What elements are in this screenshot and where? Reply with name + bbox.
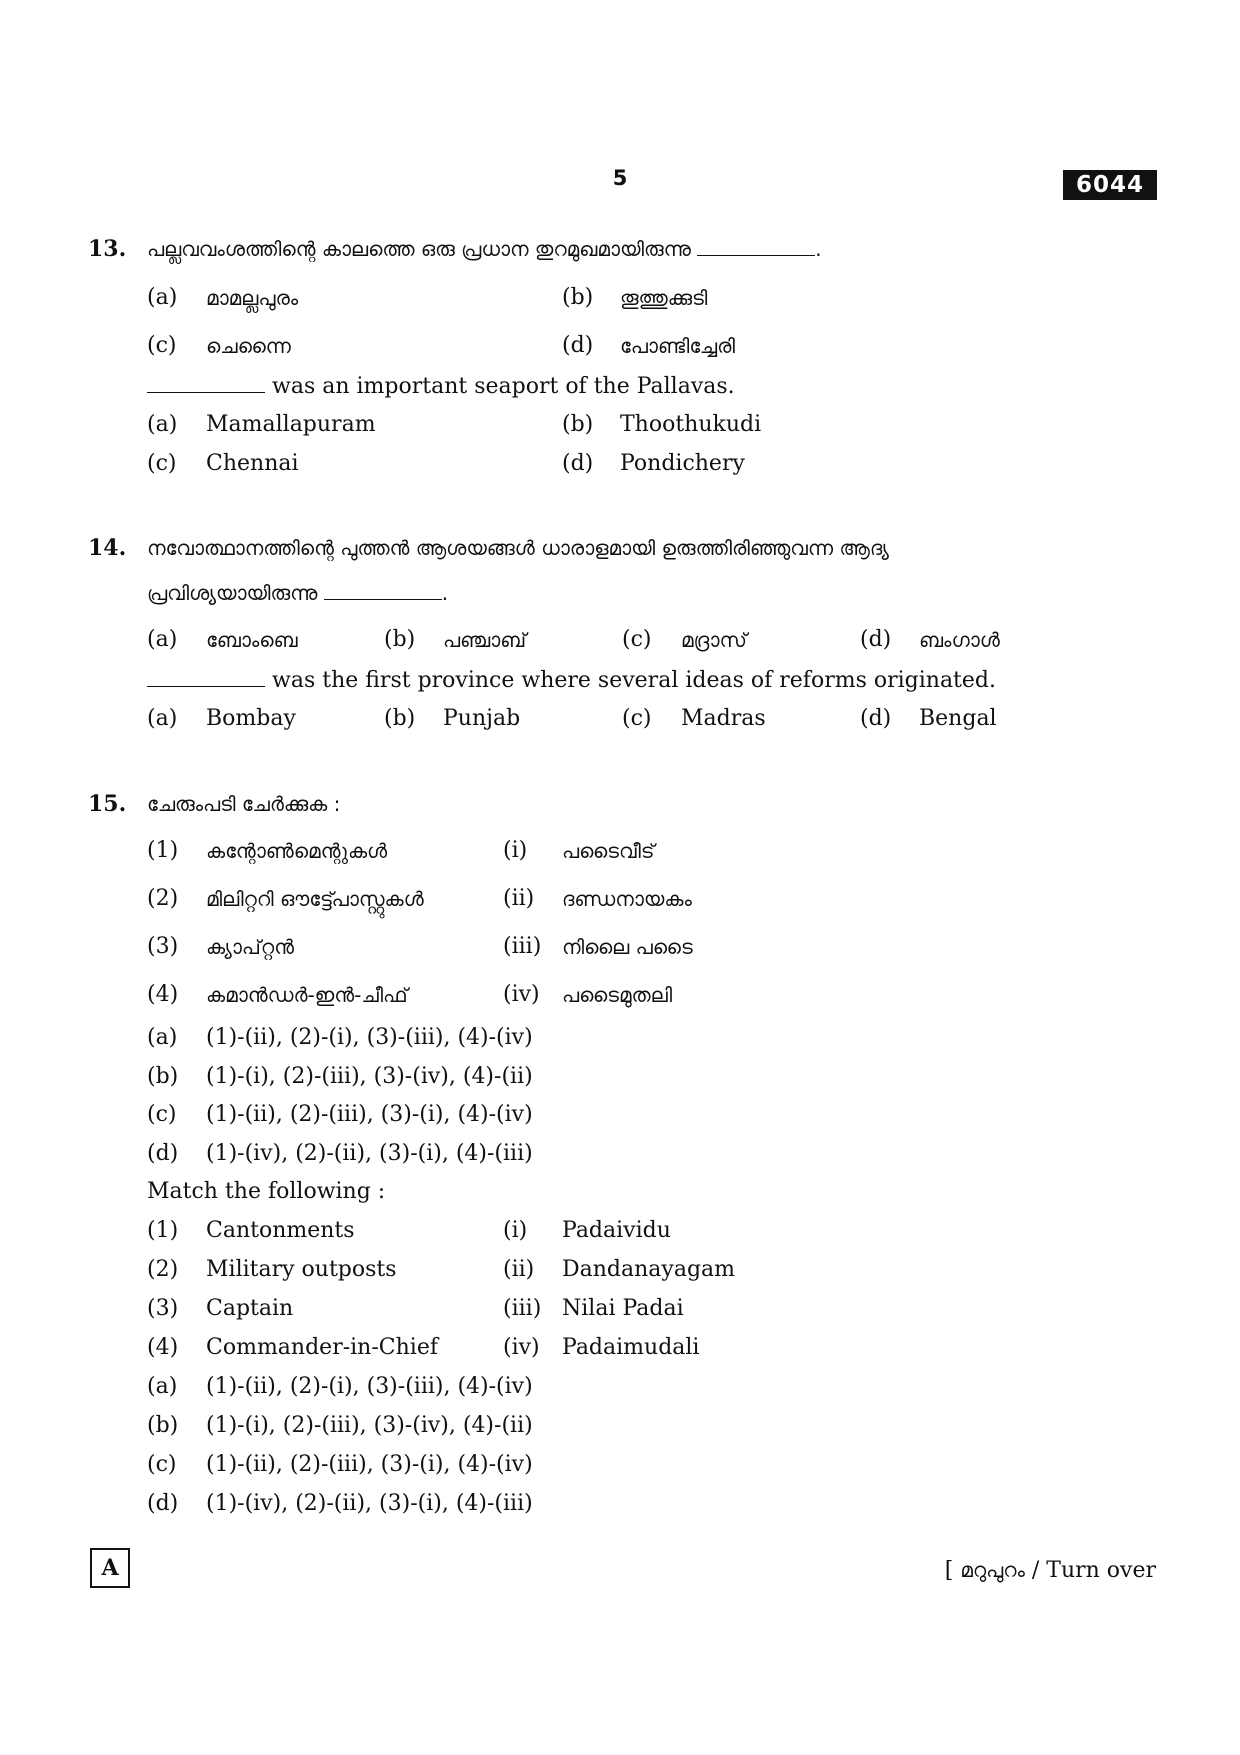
q15-mal-pair-4-left: കമാൻഡർ-ഇൻ-ചീഫ് xyxy=(206,983,408,1007)
paper-code-badge: 6044 xyxy=(1063,170,1157,200)
q14-eng-option-a-label: (a) xyxy=(147,706,178,731)
q14-mal-option-d: ബംഗാൾ xyxy=(919,628,1000,652)
q15-mal-answer-d: (1)-(iv), (2)-(ii), (3)-(i), (4)-(iii) xyxy=(206,1141,533,1166)
q15-eng-pair-1-roman: (i) xyxy=(503,1218,528,1243)
q13-mal-option-d-label: (d) xyxy=(562,333,594,358)
q14-mal-option-b: പഞ്ചാബ് xyxy=(443,628,527,652)
q15-eng-pair-3-left: Captain xyxy=(206,1296,294,1321)
q14-mal-option-a-label: (a) xyxy=(147,627,178,652)
question-15-eng-text: Match the following : xyxy=(147,1179,386,1204)
q14-mal-option-c: മദ്രാസ് xyxy=(681,628,747,652)
q15-mal-answer-c: (1)-(ii), (2)-(iii), (3)-(i), (4)-(iv) xyxy=(206,1102,533,1127)
q14-eng-option-d: Bengal xyxy=(919,706,997,731)
q14-eng-option-d-label: (d) xyxy=(860,706,892,731)
q15-eng-pair-4-roman: (iv) xyxy=(503,1335,540,1360)
q13-eng-option-c-label: (c) xyxy=(147,451,177,476)
q15-eng-pair-3-right: Nilai Padai xyxy=(562,1296,684,1321)
q15-eng-pair-2-right: Dandanayagam xyxy=(562,1257,736,1282)
version-letter-box: A xyxy=(90,1548,130,1588)
question-14-number: 14. xyxy=(88,535,127,561)
q14-eng-option-b-label: (b) xyxy=(384,706,416,731)
q14-eng-option-c: Madras xyxy=(681,706,766,731)
q15-mal-pair-1-roman: (i) xyxy=(503,838,528,863)
q13-eng-option-a-label: (a) xyxy=(147,412,178,437)
q15-mal-pair-1-right: പടൈവീട് xyxy=(562,839,655,863)
q14-mal-option-a: ബോംബെ xyxy=(206,628,298,652)
q15-mal-pair-4-roman: (iv) xyxy=(503,982,540,1007)
q15-mal-pair-4-right: പടൈമുതലി xyxy=(562,983,673,1007)
page-number: 5 xyxy=(612,166,628,190)
question-15-mal-text: ചേരുംപടി ചേർക്കുക : xyxy=(147,792,341,816)
q15-mal-answer-b-label: (b) xyxy=(147,1064,179,1089)
q15-mal-pair-2-right: ദണ്ഡനായകം xyxy=(562,887,692,911)
q14-mal-option-c-label: (c) xyxy=(622,627,652,652)
q15-mal-pair-4-num: (4) xyxy=(147,982,179,1007)
q15-mal-pair-1-left: കന്റോൺമെന്റുകൾ xyxy=(206,839,388,863)
q15-eng-pair-1-num: (1) xyxy=(147,1218,179,1243)
q15-mal-answer-d-label: (d) xyxy=(147,1141,179,1166)
q13-mal-option-c: ചെന്നൈ xyxy=(206,334,291,358)
q15-eng-pair-3-roman: (iii) xyxy=(503,1296,542,1321)
q15-mal-pair-3-num: (3) xyxy=(147,934,179,959)
q13-mal-option-b-label: (b) xyxy=(562,285,594,310)
q15-eng-pair-2-left: Military outposts xyxy=(206,1257,397,1282)
q13-mal-option-b: തൂത്തുക്കുടി xyxy=(620,286,708,310)
q15-mal-pair-3-left: ക്യാപ്റ്റൻ xyxy=(206,935,295,959)
turn-over-note: [ മറുപുറം / Turn over xyxy=(944,1558,1156,1583)
q15-mal-pair-2-roman: (ii) xyxy=(503,886,535,911)
q14-mal-option-d-label: (d) xyxy=(860,627,892,652)
q15-eng-pair-4-num: (4) xyxy=(147,1335,179,1360)
q13-mal-option-c-label: (c) xyxy=(147,333,177,358)
q13-eng-option-b: Thoothukudi xyxy=(620,412,762,437)
q15-mal-pair-1-num: (1) xyxy=(147,838,179,863)
question-15-number: 15. xyxy=(88,791,127,817)
question-13-number: 13. xyxy=(88,236,127,262)
q15-eng-answer-d: (1)-(iv), (2)-(ii), (3)-(i), (4)-(iii) xyxy=(206,1491,533,1516)
q14-eng-option-b: Punjab xyxy=(443,706,521,731)
q14-eng-option-a: Bombay xyxy=(206,706,296,731)
q15-mal-answer-b: (1)-(i), (2)-(iii), (3)-(iv), (4)-(ii) xyxy=(206,1064,533,1089)
q15-mal-answer-a-label: (a) xyxy=(147,1025,178,1050)
question-14-eng-text: was the first province where several ideas of reforms originated. xyxy=(147,666,996,696)
q15-mal-pair-3-roman: (iii) xyxy=(503,934,542,959)
q15-eng-pair-1-right: Padaividu xyxy=(562,1218,671,1243)
q15-mal-answer-a: (1)-(ii), (2)-(i), (3)-(iii), (4)-(iv) xyxy=(206,1025,533,1050)
question-13-eng-text: was an important seaport of the Pallavas. xyxy=(147,372,735,402)
q15-eng-answer-c-label: (c) xyxy=(147,1452,177,1477)
q13-eng-option-d-label: (d) xyxy=(562,451,594,476)
q15-mal-answer-c-label: (c) xyxy=(147,1102,177,1127)
q13-eng-option-d: Pondichery xyxy=(620,451,745,476)
q13-mal-option-a-label: (a) xyxy=(147,285,178,310)
q15-mal-pair-2-left: മിലിറ്ററി ഔട്ട്പോസ്റ്റുകൾ xyxy=(206,887,424,911)
q15-eng-answer-b-label: (b) xyxy=(147,1413,179,1438)
q14-mal-option-b-label: (b) xyxy=(384,627,416,652)
q15-eng-answer-a: (1)-(ii), (2)-(i), (3)-(iii), (4)-(iv) xyxy=(206,1374,533,1399)
q14-eng-option-c-label: (c) xyxy=(622,706,652,731)
q13-eng-option-c: Chennai xyxy=(206,451,299,476)
q15-eng-answer-c: (1)-(ii), (2)-(iii), (3)-(i), (4)-(iv) xyxy=(206,1452,533,1477)
q13-mal-option-a: മാമല്ലപുരം xyxy=(206,286,299,310)
q15-eng-answer-d-label: (d) xyxy=(147,1491,179,1516)
q15-eng-pair-1-left: Cantonments xyxy=(206,1218,355,1243)
q13-mal-option-d: പോണ്ടിച്ചേരി xyxy=(620,334,735,358)
q15-eng-pair-4-left: Commander-in-Chief xyxy=(206,1335,438,1360)
q15-eng-answer-a-label: (a) xyxy=(147,1374,178,1399)
q15-mal-pair-3-right: നിലൈ പടൈ xyxy=(562,935,693,959)
q13-eng-option-b-label: (b) xyxy=(562,412,594,437)
question-14-mal-text-line2: പ്രവിശ്യയായിരുന്നു . xyxy=(147,581,449,605)
question-14-mal-text-line1: നവോത്ഥാനത്തിന്റെ പുത്തൻ ആശയങ്ങൾ ധാരാളമായി ഉരുത്തിരിഞ്ഞുവന്ന ആദ്യ xyxy=(147,536,889,560)
q15-eng-pair-2-roman: (ii) xyxy=(503,1257,535,1282)
q13-eng-option-a: Mamallapuram xyxy=(206,412,376,437)
q15-mal-pair-2-num: (2) xyxy=(147,886,179,911)
q15-eng-pair-4-right: Padaimudali xyxy=(562,1335,700,1360)
q15-eng-pair-2-num: (2) xyxy=(147,1257,179,1282)
q15-eng-pair-3-num: (3) xyxy=(147,1296,179,1321)
question-13-mal-text: പല്ലവവംശത്തിന്റെ കാലത്തെ ഒരു പ്രധാന തുറമുഖമായിരുന്നു . xyxy=(147,237,822,261)
q15-eng-answer-b: (1)-(i), (2)-(iii), (3)-(iv), (4)-(ii) xyxy=(206,1413,533,1438)
